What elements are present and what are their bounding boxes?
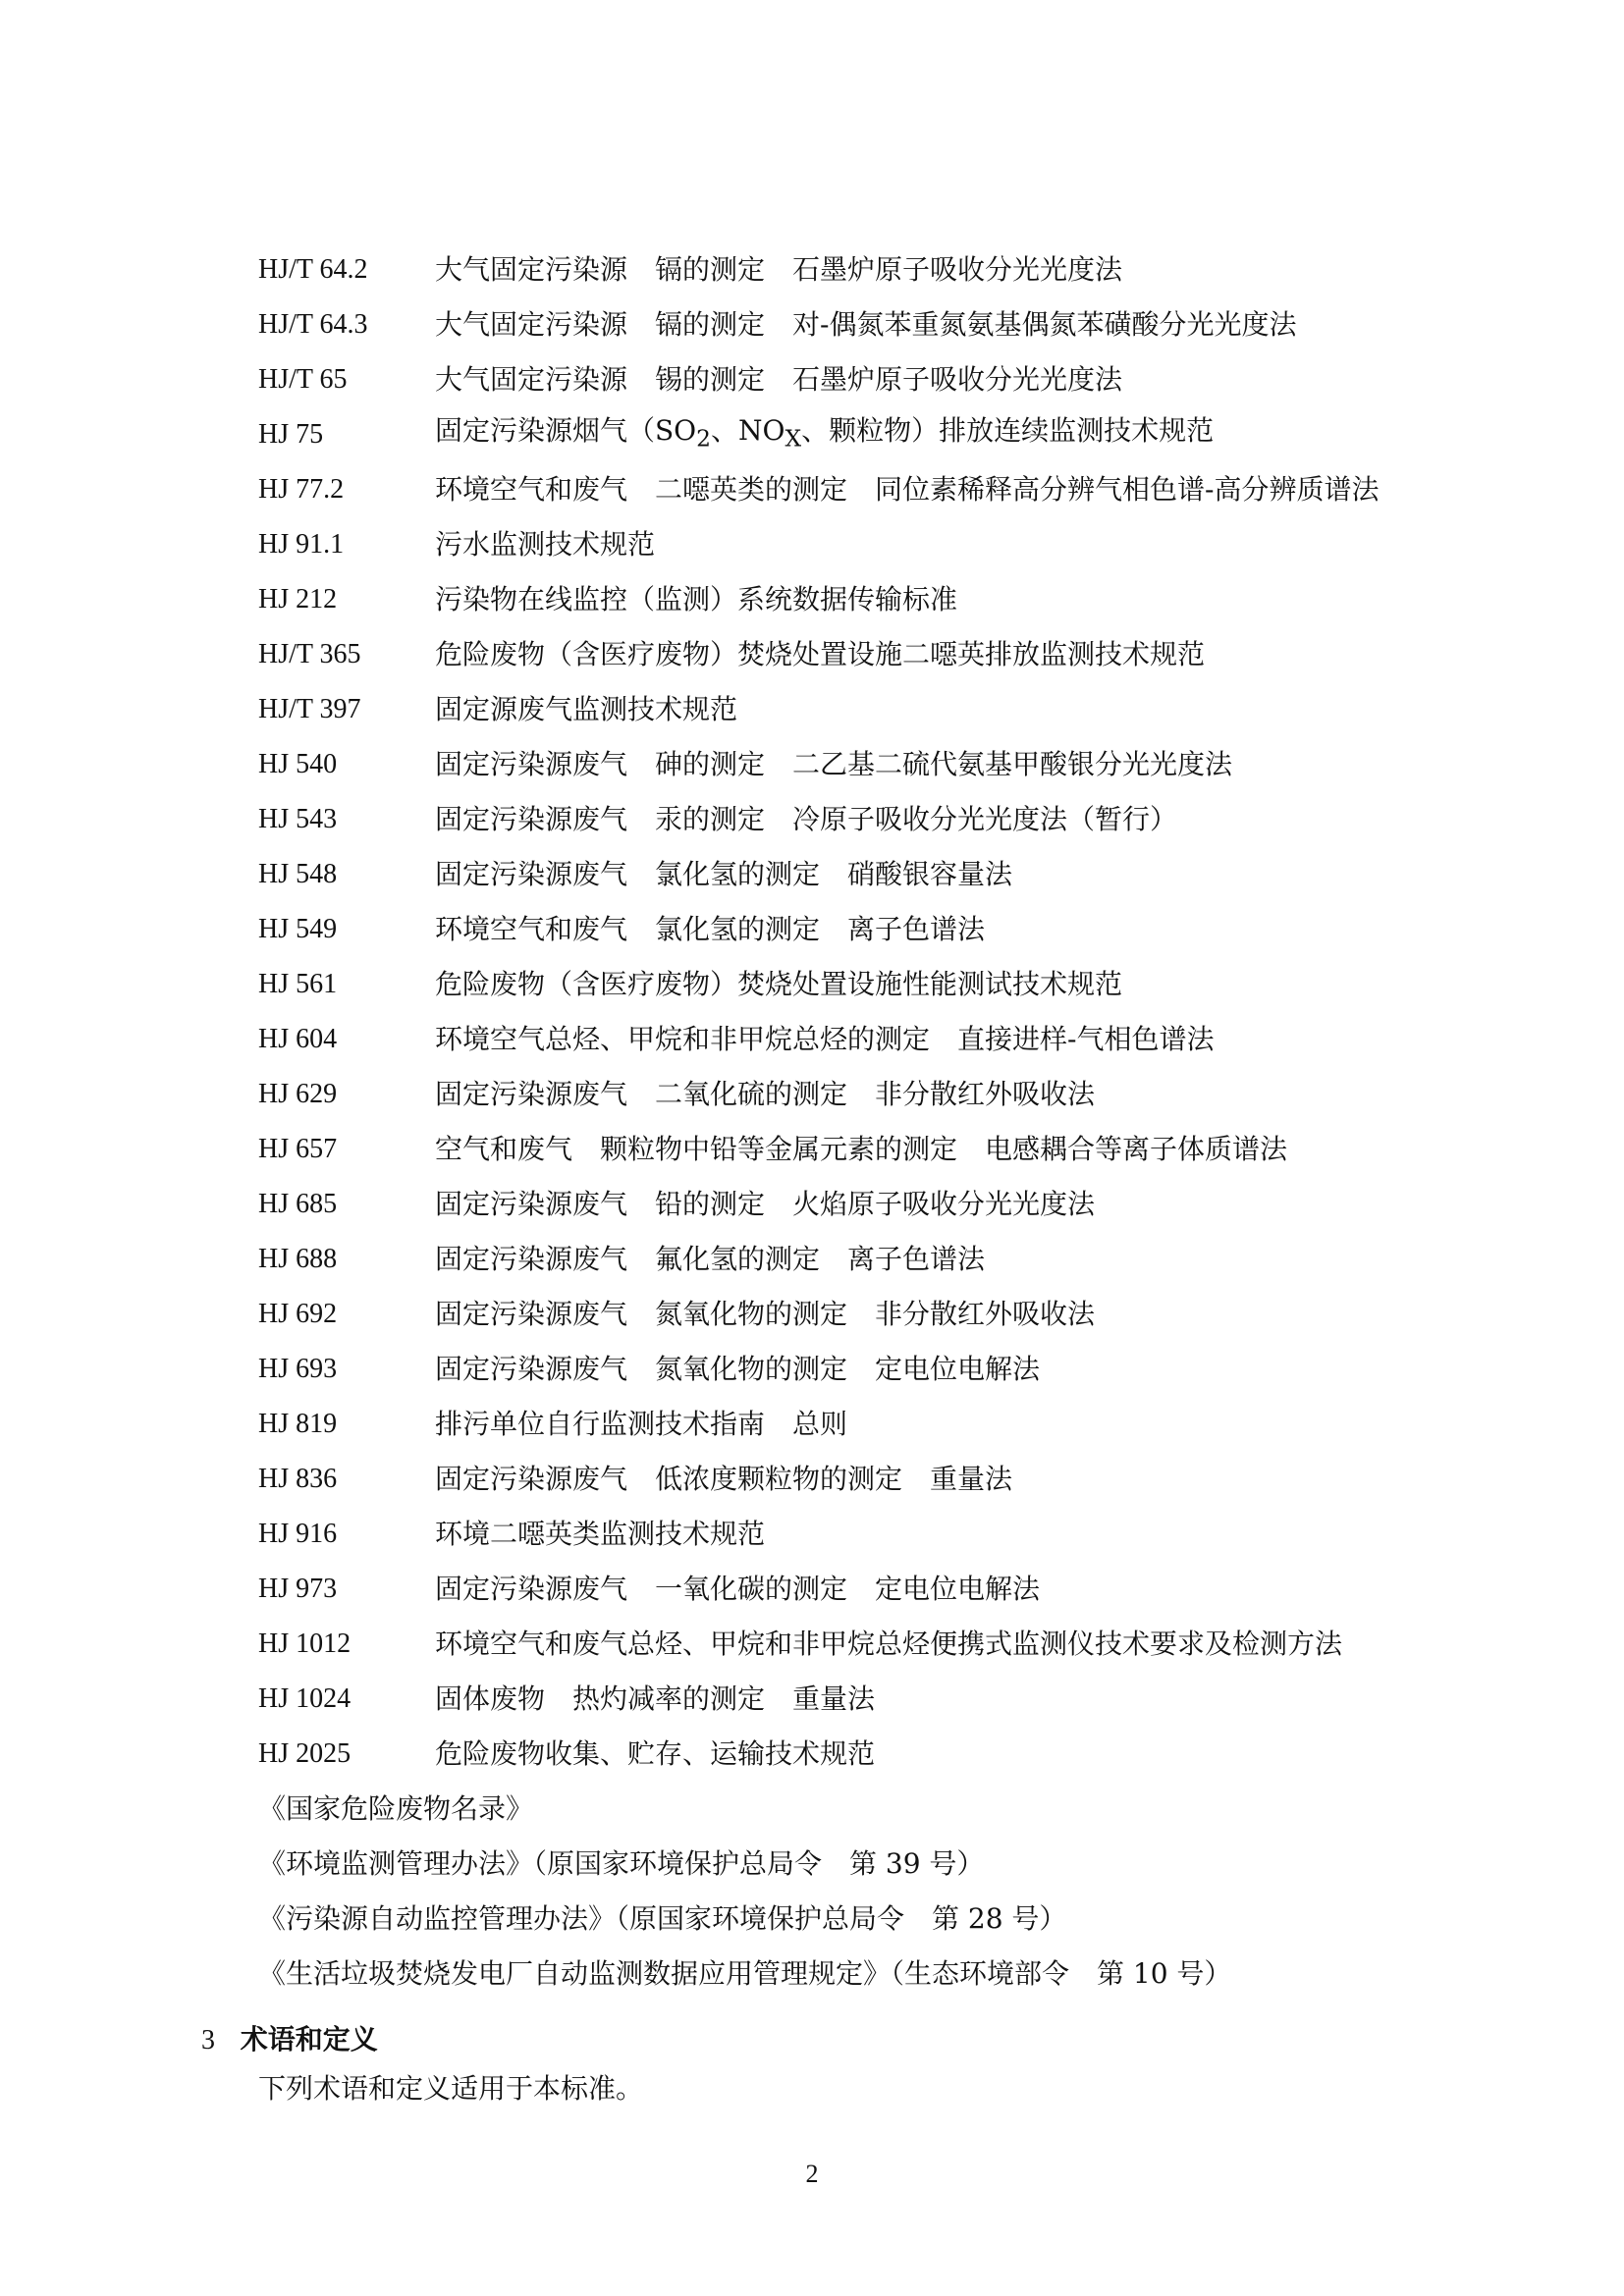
section-terms-and-definitions bbox=[201, 2015, 1429, 2113]
reference-code: HJ 692 bbox=[258, 1299, 338, 1329]
reference-title: 固定污染源废气 氯化氢的测定 硝酸银容量法 bbox=[435, 858, 1013, 890]
reference-code: HJ 2025 bbox=[258, 1738, 352, 1769]
reference-title: 固定污染源废气 氟化氢的测定 离子色谱法 bbox=[435, 1243, 986, 1275]
reference-title: 固定污染源废气 汞的测定 冷原子吸收分光光度法（暂行） bbox=[435, 803, 1178, 835]
reference-title: 环境二噁英类监测技术规范 bbox=[435, 1518, 766, 1550]
reference-code: HJ 549 bbox=[258, 914, 338, 944]
reference-title: 环境空气和废气总烃、甲烷和非甲烷总烃便携式监测仪技术要求及检测方法 bbox=[435, 1628, 1343, 1660]
reference-title: 空气和废气 颗粒物中铅等金属元素的测定 电感耦合等离子体质谱法 bbox=[435, 1133, 1288, 1165]
reference-item bbox=[258, 847, 1466, 902]
reference-title: 固体废物 热灼减率的测定 重量法 bbox=[435, 1682, 876, 1715]
reference-item bbox=[258, 1177, 1466, 1232]
reference-item bbox=[258, 1727, 1466, 1782]
reference-item bbox=[258, 1562, 1466, 1617]
reference-title: 固定污染源废气 氮氧化物的测定 非分散红外吸收法 bbox=[435, 1298, 1096, 1330]
reference-title: 危险废物（含医疗废物）焚烧处置设施二噁英排放监测技术规范 bbox=[435, 638, 1206, 670]
reference-item bbox=[258, 572, 1466, 627]
normative-references-list bbox=[258, 242, 1466, 2002]
reference-item bbox=[258, 352, 1466, 407]
reference-item bbox=[258, 1287, 1466, 1342]
subscript-x: X bbox=[785, 424, 802, 453]
reference-code: HJ/T 64.2 bbox=[258, 254, 368, 285]
reference-code: HJ 75 bbox=[258, 419, 324, 450]
reference-title: 固定污染源废气 氮氧化物的测定 定电位电解法 bbox=[435, 1353, 1041, 1385]
section-heading bbox=[201, 2015, 1429, 2064]
reference-item bbox=[258, 1617, 1466, 1672]
reference-title: 环境空气和废气 氯化氢的测定 离子色谱法 bbox=[435, 913, 986, 945]
reference-code: HJ 77.2 bbox=[258, 474, 345, 505]
reference-code: HJ 688 bbox=[258, 1244, 338, 1274]
reference-item bbox=[258, 517, 1466, 572]
reference-code: HJ 657 bbox=[258, 1134, 338, 1164]
reference-code: HJ 543 bbox=[258, 804, 338, 834]
reference-item bbox=[258, 737, 1466, 792]
reference-title: 固定污染源废气 一氧化碳的测定 定电位电解法 bbox=[435, 1573, 1041, 1605]
reference-title: 固定污染源废气 铅的测定 火焰原子吸收分光光度法 bbox=[435, 1188, 1096, 1220]
reference-title: 固定污染源废气 砷的测定 二乙基二硫代氨基甲酸银分光光度法 bbox=[435, 748, 1233, 780]
reference-code: HJ/T 64.3 bbox=[258, 309, 368, 340]
reference-code: HJ 91.1 bbox=[258, 529, 345, 560]
reference-code: HJ 819 bbox=[258, 1409, 338, 1439]
title-part: 、NO bbox=[710, 414, 785, 448]
reference-title: 固定源废气监测技术规范 bbox=[435, 693, 738, 725]
reference-item bbox=[258, 407, 1466, 462]
reference-title: 危险废物收集、贮存、运输技术规范 bbox=[435, 1737, 876, 1770]
document-reference: 《环境监测管理办法》（原国家环境保护总局令 第 39 号） bbox=[258, 1847, 985, 1880]
reference-title bbox=[435, 403, 1466, 466]
reference-item bbox=[258, 1342, 1466, 1397]
section-body-text: 下列术语和定义适用于本标准。 bbox=[258, 2072, 644, 2105]
reference-code: HJ 685 bbox=[258, 1189, 338, 1219]
reference-code: HJ 1012 bbox=[258, 1629, 352, 1659]
reference-code: HJ/T 65 bbox=[258, 364, 348, 395]
reference-code: HJ/T 365 bbox=[258, 639, 361, 669]
reference-title: 固定污染源废气 二氧化硫的测定 非分散红外吸收法 bbox=[435, 1078, 1096, 1110]
reference-title: 环境空气总烃、甲烷和非甲烷总烃的测定 直接进样-气相色谱法 bbox=[435, 1023, 1215, 1055]
title-part: 固定污染源烟气（SO bbox=[435, 414, 697, 448]
reference-item bbox=[258, 1232, 1466, 1287]
section-title: 术语和定义 bbox=[240, 2023, 378, 2056]
reference-item bbox=[258, 792, 1466, 847]
reference-code: HJ 548 bbox=[258, 859, 338, 889]
reference-title: 大气固定污染源 锡的测定 石墨炉原子吸收分光光度法 bbox=[435, 363, 1123, 396]
reference-item bbox=[258, 297, 1466, 352]
reference-code: HJ 1024 bbox=[258, 1683, 352, 1714]
reference-title: 危险废物（含医疗废物）焚烧处置设施性能测试技术规范 bbox=[435, 968, 1123, 1000]
document-reference: 《污染源自动监控管理办法》（原国家环境保护总局令 第 28 号） bbox=[258, 1902, 1067, 1935]
reference-item bbox=[258, 1122, 1466, 1177]
section-number: 3 bbox=[201, 2025, 215, 2056]
reference-item bbox=[258, 627, 1466, 682]
reference-item bbox=[258, 1397, 1466, 1452]
title-part: 、颗粒物）排放连续监测技术规范 bbox=[801, 414, 1215, 448]
reference-item bbox=[258, 957, 1466, 1012]
subscript-2: 2 bbox=[696, 424, 711, 453]
reference-item bbox=[258, 242, 1466, 297]
reference-title: 排污单位自行监测技术指南 总则 bbox=[435, 1408, 848, 1440]
reference-item bbox=[258, 1012, 1466, 1067]
reference-item bbox=[258, 462, 1466, 517]
document-reference: 《国家危险废物名录》 bbox=[258, 1792, 534, 1825]
reference-title: 污染物在线监控（监测）系统数据传输标准 bbox=[435, 583, 958, 615]
reference-item bbox=[258, 902, 1466, 957]
reference-title: 大气固定污染源 镉的测定 石墨炉原子吸收分光光度法 bbox=[435, 253, 1123, 286]
reference-title: 环境空气和废气 二噁英类的测定 同位素稀释高分辨气相色谱-高分辨质谱法 bbox=[435, 473, 1380, 506]
reference-code: HJ 540 bbox=[258, 749, 338, 779]
document-reference: 《生活垃圾焚烧发电厂自动监测数据应用管理规定》（生态环境部令 第 10 号） bbox=[258, 1957, 1232, 1990]
reference-title: 大气固定污染源 镉的测定 对-偶氮苯重氮氨基偶氮苯磺酸分光光度法 bbox=[435, 308, 1297, 341]
reference-item bbox=[258, 1507, 1466, 1562]
page-number: 2 bbox=[805, 2160, 819, 2188]
reference-item bbox=[258, 1672, 1466, 1727]
reference-title: 固定污染源废气 低浓度颗粒物的测定 重量法 bbox=[435, 1463, 1013, 1495]
reference-code: HJ 629 bbox=[258, 1079, 338, 1109]
reference-code: HJ 973 bbox=[258, 1574, 338, 1604]
reference-code: HJ 836 bbox=[258, 1464, 338, 1494]
reference-item bbox=[258, 1067, 1466, 1122]
reference-code: HJ/T 397 bbox=[258, 694, 361, 724]
reference-code: HJ 916 bbox=[258, 1519, 338, 1549]
reference-item bbox=[258, 1452, 1466, 1507]
reference-code: HJ 693 bbox=[258, 1354, 338, 1384]
reference-title: 污水监测技术规范 bbox=[435, 528, 656, 561]
reference-code: HJ 561 bbox=[258, 969, 338, 999]
reference-item bbox=[258, 682, 1466, 737]
reference-code: HJ 604 bbox=[258, 1024, 338, 1054]
reference-code: HJ 212 bbox=[258, 584, 338, 614]
